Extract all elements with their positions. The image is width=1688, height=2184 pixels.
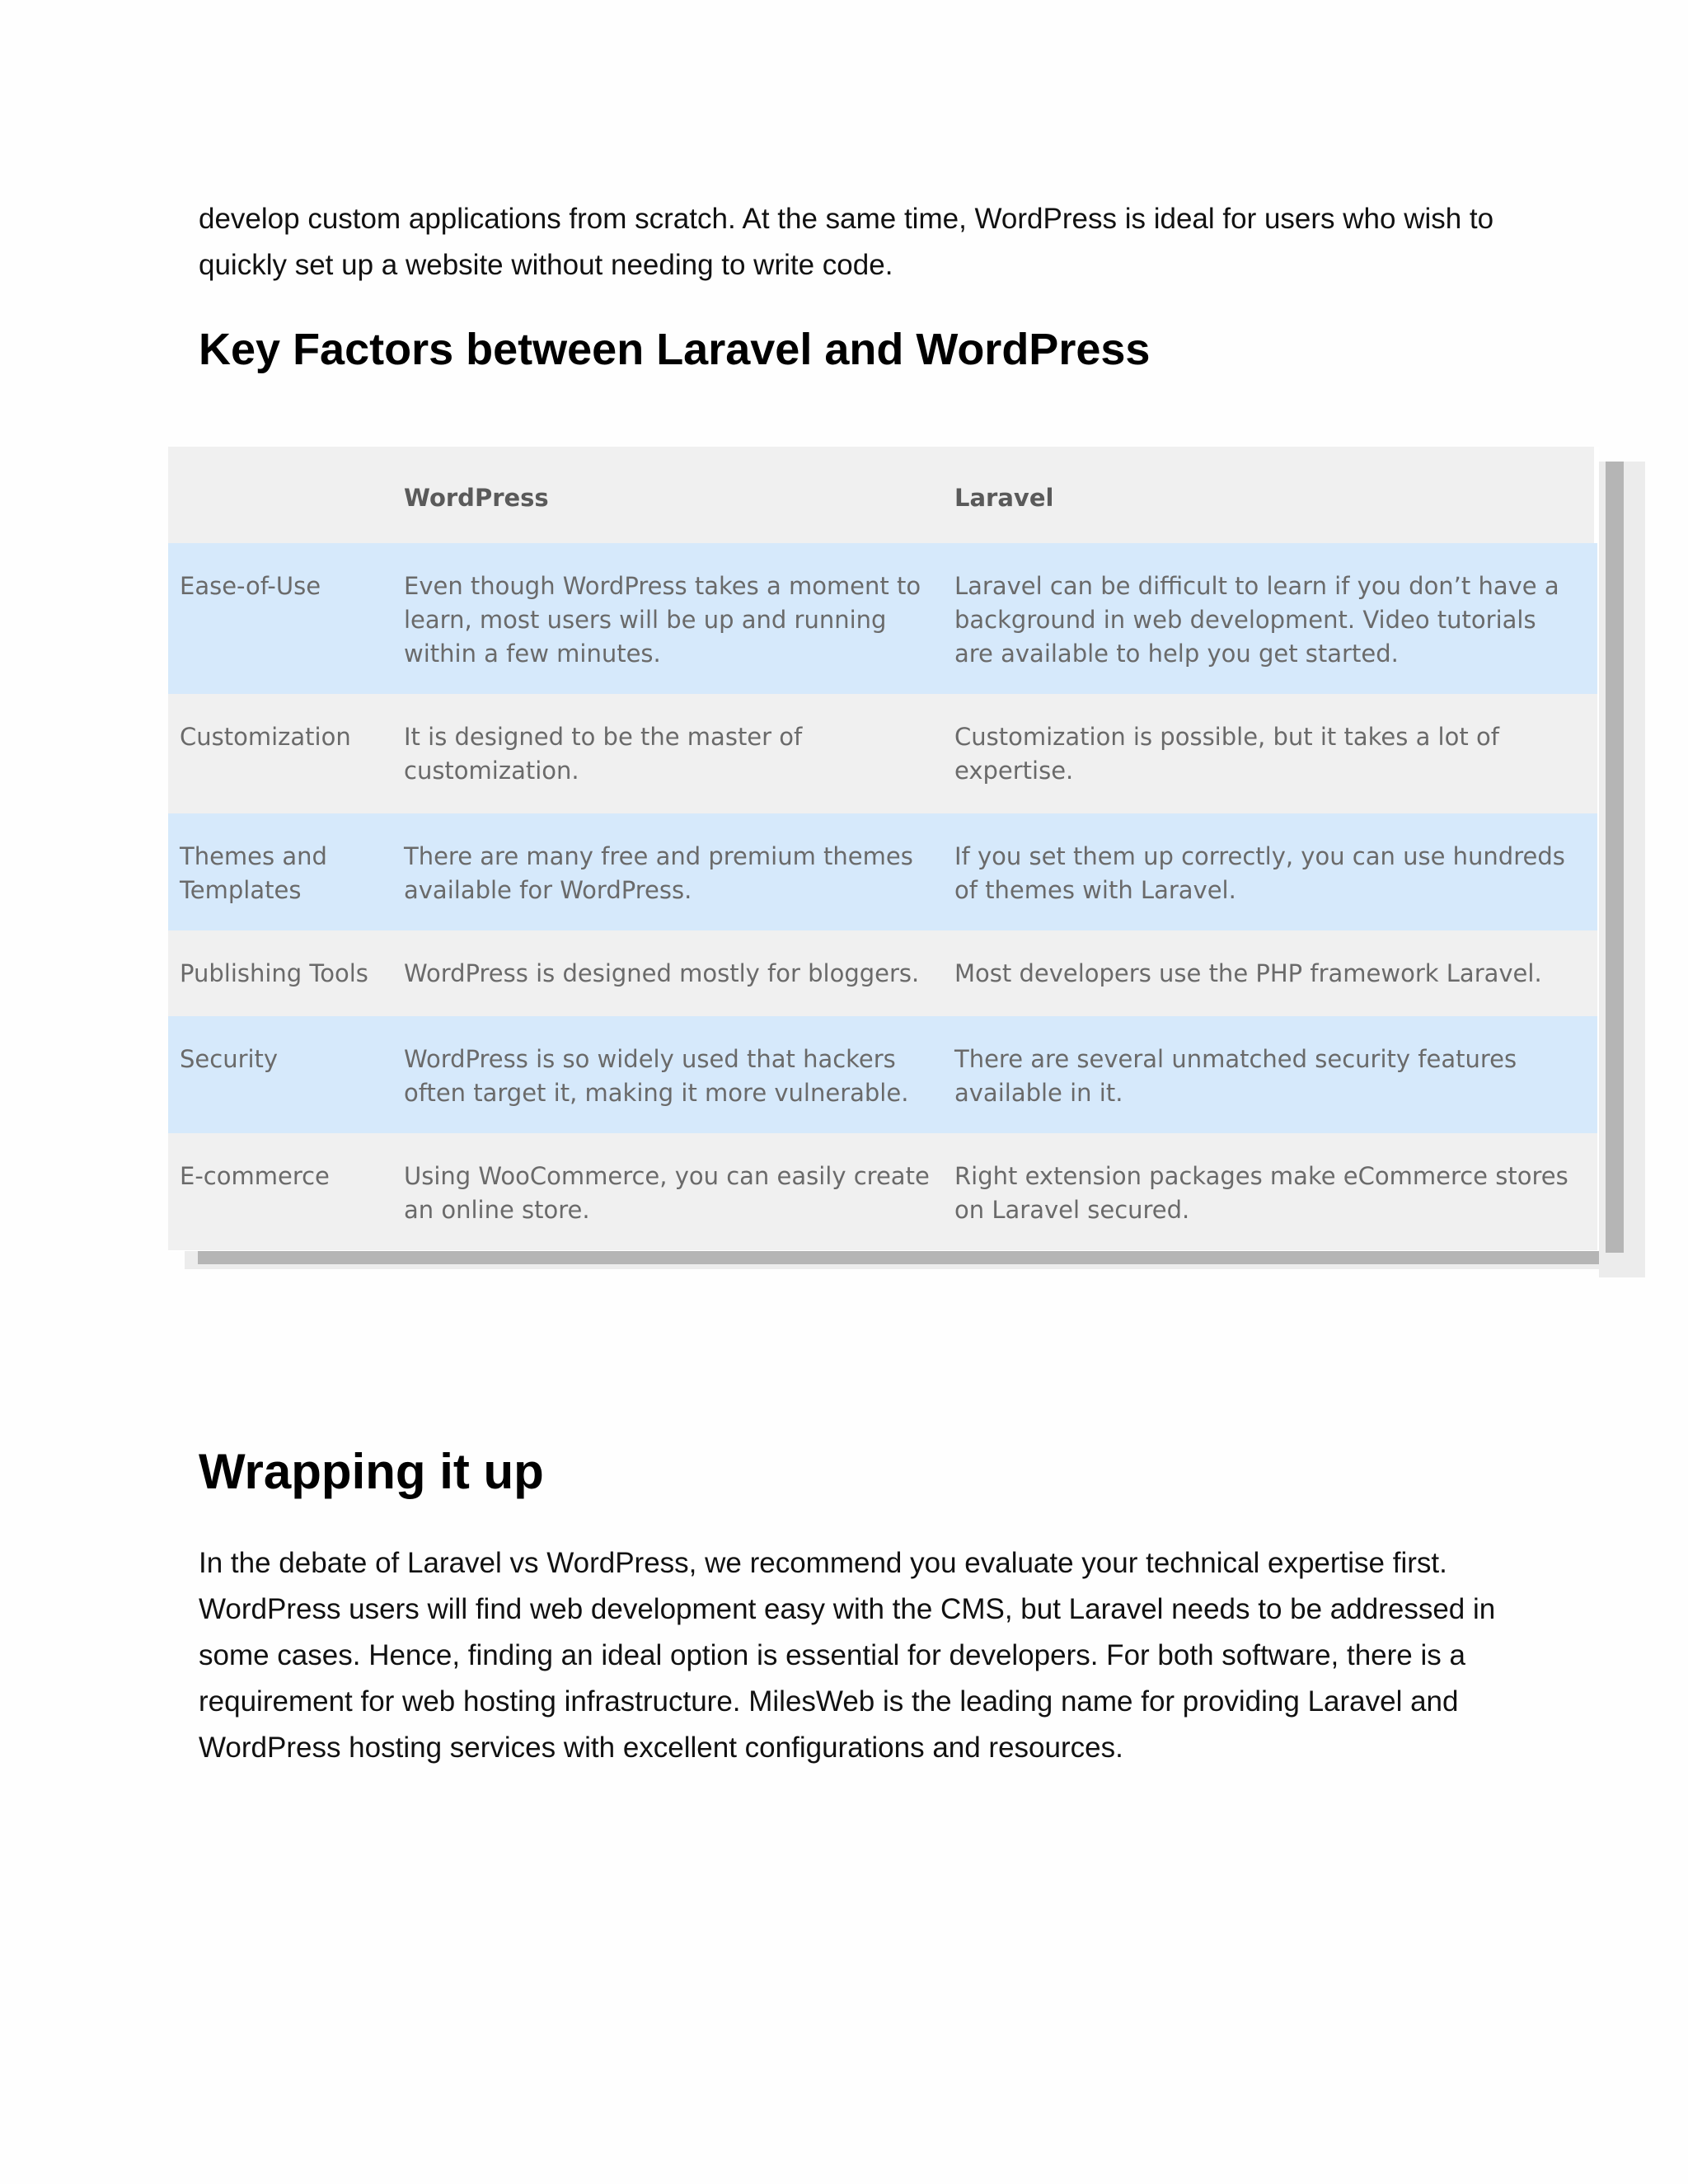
row-laravel: Most developers use the PHP framework Laravel.: [954, 930, 1597, 1016]
row-factor: Publishing Tools: [168, 930, 404, 1016]
table-row: [168, 543, 1597, 694]
row-factor: Customization: [168, 694, 404, 813]
row-wordpress: There are many free and premium themes available for WordPress.: [404, 813, 954, 930]
row-wordpress: It is designed to be the master of customization.: [404, 694, 954, 813]
table-row: [168, 813, 1597, 930]
row-wordpress: Using WooCommerce, you can easily create an online store.: [404, 1133, 954, 1250]
row-laravel: There are several unmatched security features available in it.: [954, 1016, 1597, 1133]
header-wordpress: WordPress: [404, 484, 549, 512]
table-row: [168, 694, 1597, 813]
row-laravel: If you set them up correctly, you can use hundreds of themes with Laravel.: [954, 813, 1597, 930]
row-wordpress: WordPress is designed mostly for bloggers.: [404, 930, 954, 1016]
table-shadow-right: [1606, 462, 1624, 1253]
comparison-table: [168, 447, 1597, 1250]
row-laravel: Laravel can be difficult to learn if you don’t have a background in web development. Video tutorials are available to help you get started.: [954, 543, 1597, 694]
row-wordpress: WordPress is so widely used that hackers often target it, making it more vulnerable.: [404, 1016, 954, 1133]
table-header-row: [168, 447, 1597, 543]
header-laravel: Laravel: [954, 484, 1054, 512]
header-factor: [168, 447, 404, 543]
row-laravel: Customization is possible, but it takes a lot of expertise.: [954, 694, 1597, 813]
row-wordpress: Even though WordPress takes a moment to learn, most users will be up and running within a few minutes.: [404, 543, 954, 694]
row-laravel: Right extension packages make eCommerce stores on Laravel secured.: [954, 1133, 1597, 1250]
wrapping-up-heading: Wrapping it up: [199, 1444, 544, 1499]
row-factor: Security: [168, 1016, 404, 1133]
table-row: [168, 1016, 1597, 1133]
intro-paragraph: develop custom applications from scratch. At the same time, WordPress is ideal for users who wish to quickly set up a website without needing to write code.: [199, 203, 1494, 281]
comparison-table-image: [168, 447, 1599, 1251]
row-factor: Ease-of-Use: [168, 543, 404, 694]
row-factor: Themes and Templates: [168, 813, 404, 930]
key-factors-heading: Key Factors between Laravel and WordPress: [199, 325, 1151, 374]
wrapping-up-paragraph: In the debate of Laravel vs WordPress, we recommend you evaluate your technical expertise first. WordPress users will find web development easy with the CMS, but Laravel needs to be addressed in some cases. Hence, finding an ideal option is essential for developers. For both software, there is a requirement for web hosting infrastructure. MilesWeb is the leading name for providing Laravel and WordPress hosting services with excellent configurations and resources.: [199, 1547, 1496, 1764]
row-factor: E-commerce: [168, 1133, 404, 1250]
table-row: [168, 930, 1597, 1016]
table-row: [168, 1133, 1597, 1250]
